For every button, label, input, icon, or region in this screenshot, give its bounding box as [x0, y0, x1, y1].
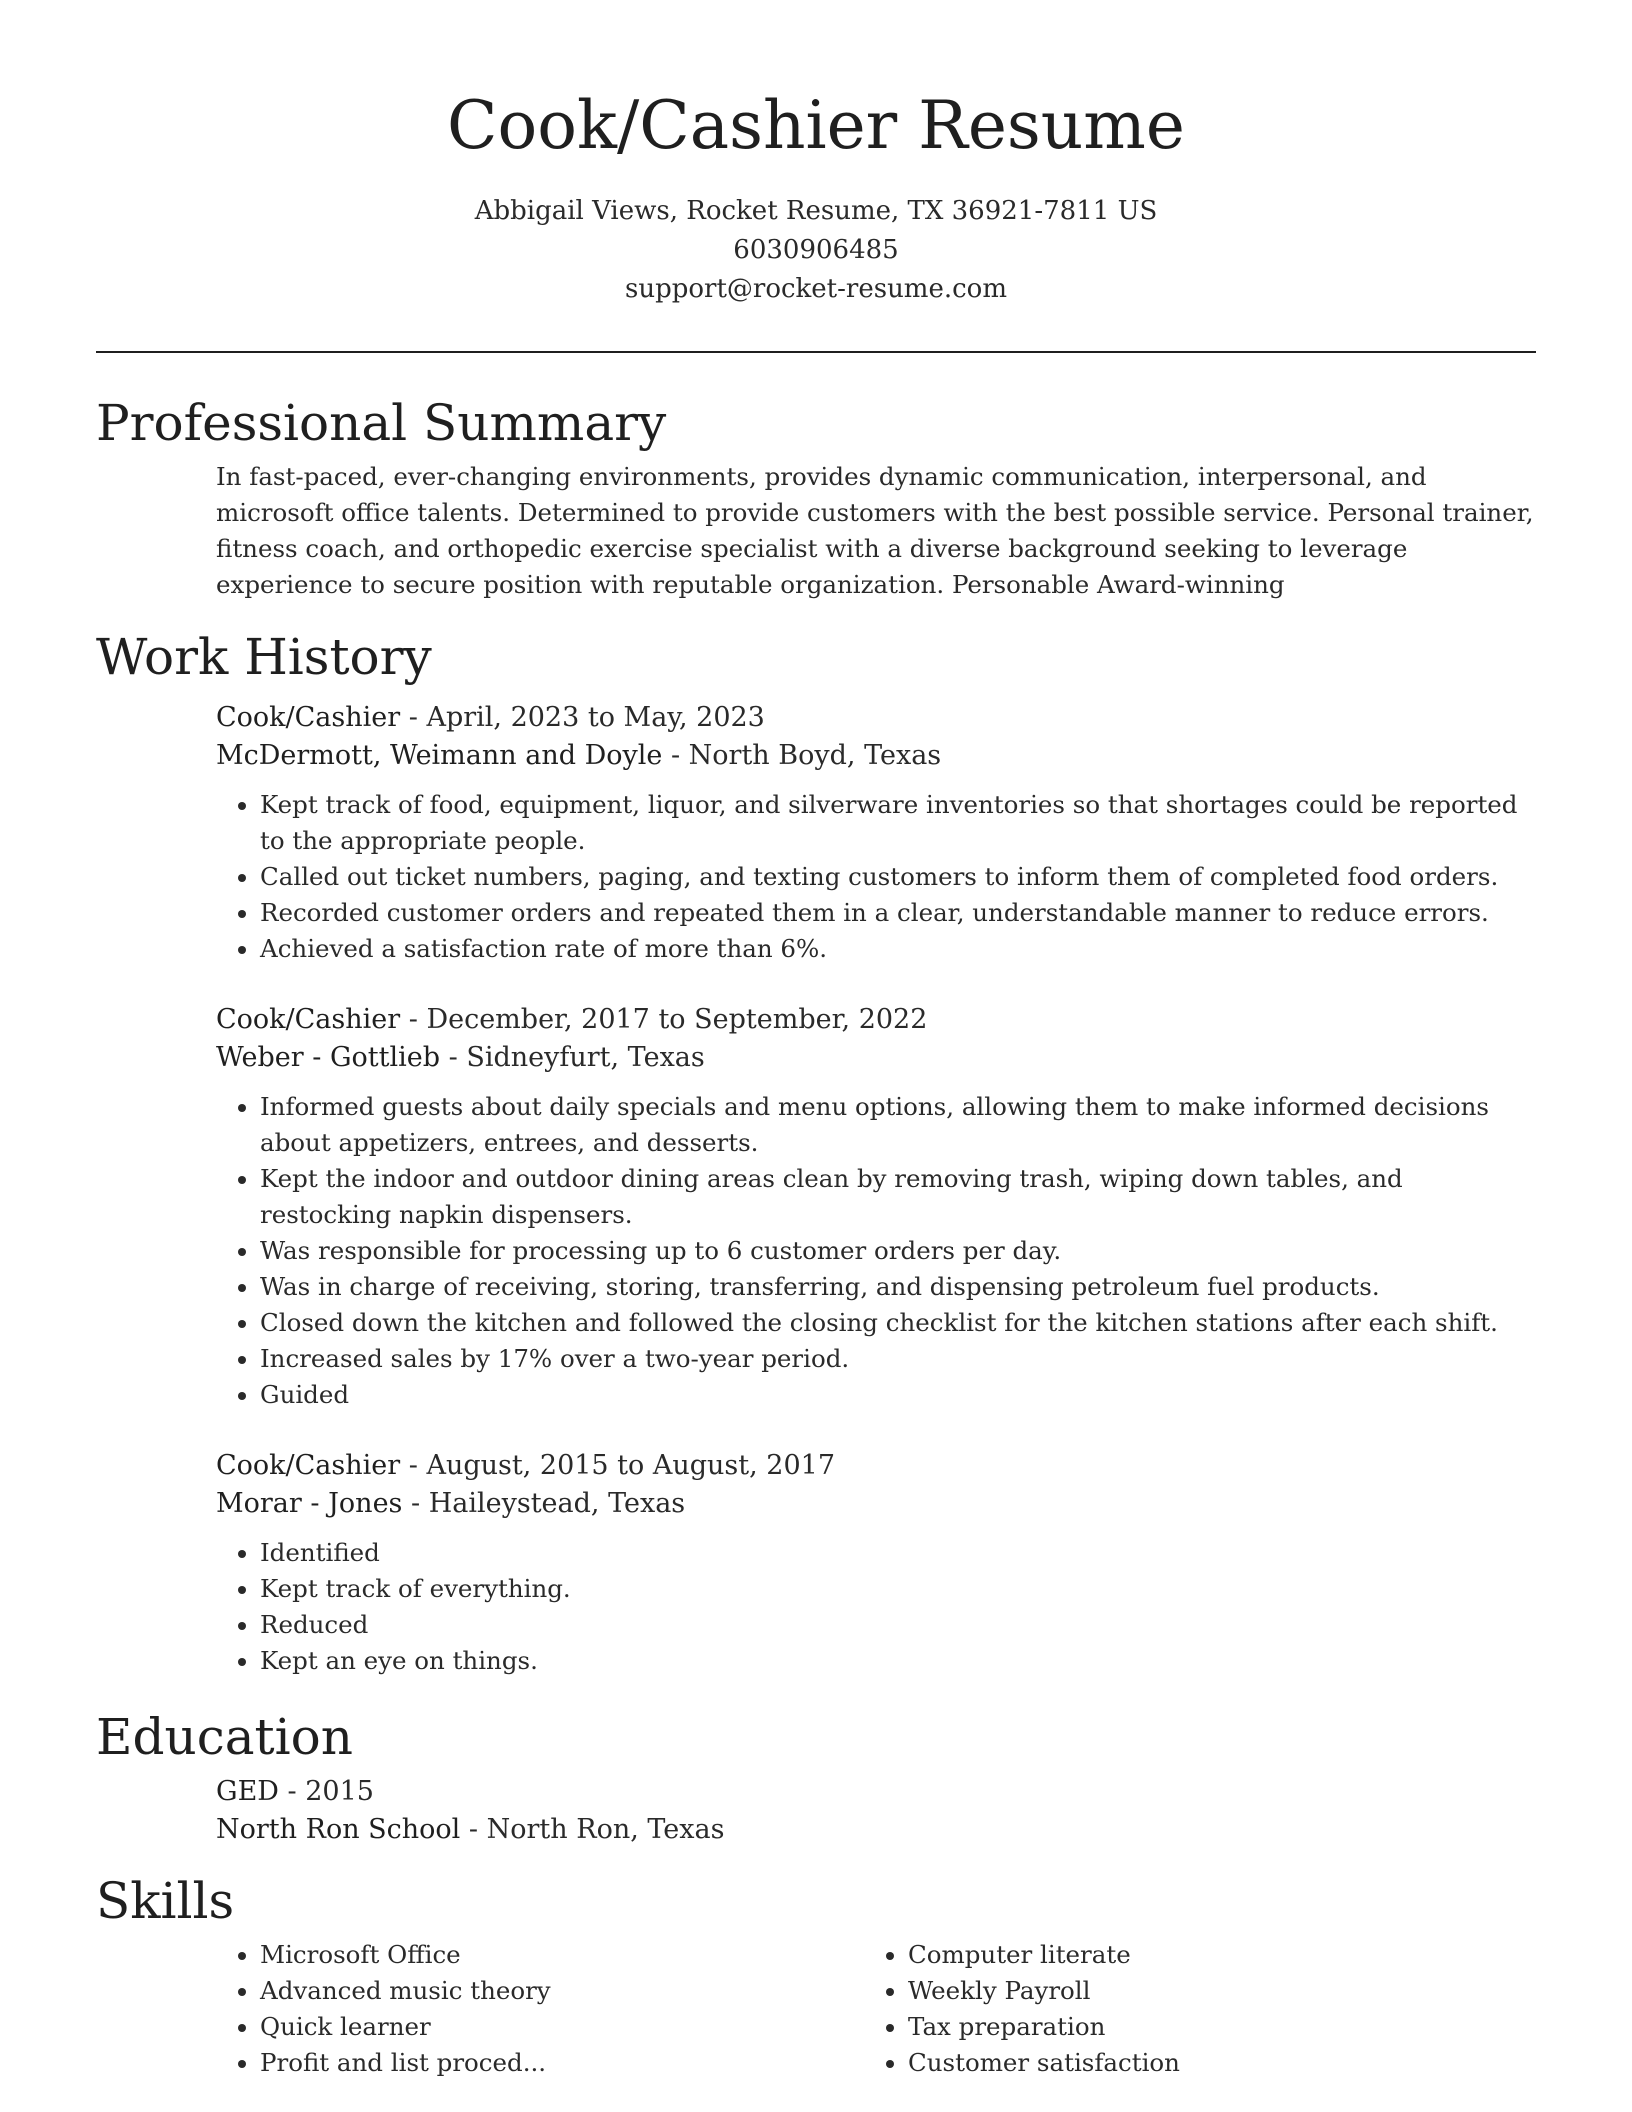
list-item: • Kept the indoor and outdoor dining areas clean by removing trash, wiping down tables, and restocking napkin dispensers.	[260, 1161, 1536, 1233]
list-item: • Customer satisfaction	[908, 2045, 1512, 2081]
list-item: • Computer literate	[908, 1937, 1512, 1973]
list-item: • Reduced	[260, 1607, 1536, 1643]
list-item: • Guided	[260, 1377, 1536, 1413]
job-title: Cook/Cashier	[216, 1450, 401, 1481]
job-company-line	[216, 1039, 1536, 1077]
education-section	[96, 1707, 1536, 1849]
skills-heading: Skills	[96, 1872, 235, 1930]
job-company: Weber - Gottlieb	[216, 1042, 441, 1073]
list-item: • Recorded customer orders and repeated them in a clear, understandable manner to reduce errors.	[260, 895, 1536, 931]
phone-text: 6030906485	[733, 235, 899, 265]
job-company-line	[216, 737, 1536, 775]
separator: -	[440, 1042, 467, 1073]
resume-header	[0, 0, 1632, 309]
school-location: North Ron, Texas	[486, 1814, 725, 1845]
list-item: • Profit and list proced...	[260, 2045, 864, 2081]
list-item: • Achieved a satisfaction rate of more than 6%.	[260, 931, 1536, 967]
job-dates: December, 2017 to September, 2022	[426, 1004, 928, 1035]
summary-body	[216, 459, 1536, 603]
summary-section	[96, 393, 1536, 603]
list-item: • Kept track of food, equipment, liquor, and silverware inventories so that shortages could be reported to the appropriate people.	[260, 787, 1536, 859]
job-duties-list	[216, 1535, 1536, 1679]
education-body	[216, 1773, 1536, 1849]
page-title: Cook/Cashier Resume	[447, 87, 1185, 164]
graduation-year: 2015	[305, 1776, 374, 1807]
job-company-line	[216, 1485, 1536, 1523]
separator: -	[400, 702, 427, 733]
list-item: • Closed down the kitchen and followed the closing checklist for the kitchen stations after each shift.	[260, 1305, 1536, 1341]
separator: -	[278, 1776, 306, 1807]
header-divider	[96, 351, 1536, 353]
job-dates: August, 2015 to August, 2017	[426, 1450, 836, 1481]
skills-columns	[216, 1931, 1512, 2081]
separator: -	[402, 1488, 429, 1519]
job-duties-list	[216, 787, 1536, 967]
education-heading: Education	[96, 1708, 353, 1766]
list-item: • Kept track of everything.	[260, 1571, 1536, 1607]
job-title-line	[216, 1447, 1536, 1485]
list-item: • Increased sales by 17% over a two-year period.	[260, 1341, 1536, 1377]
job-company: Morar - Jones	[216, 1488, 403, 1519]
list-item: • Tax preparation	[908, 2009, 1512, 2045]
job-entry	[216, 1001, 1536, 1413]
list-item: • Microsoft Office	[260, 1937, 864, 1973]
list-item: • Identified	[260, 1535, 1536, 1571]
skills-section	[96, 1871, 1536, 2081]
contact-info	[0, 192, 1632, 309]
separator: -	[460, 1814, 487, 1845]
job-title: Cook/Cashier	[216, 702, 401, 733]
degree: GED	[216, 1776, 279, 1807]
separator: -	[400, 1004, 427, 1035]
school-line	[216, 1811, 1536, 1849]
summary-heading: Professional Summary	[96, 394, 667, 452]
job-location: Haileystead, Texas	[428, 1488, 686, 1519]
job-title-line	[216, 699, 1536, 737]
list-item: • Was in charge of receiving, storing, transferring, and dispensing petroleum fuel products.	[260, 1269, 1536, 1305]
job-entry	[216, 1447, 1536, 1679]
skills-body	[216, 1931, 1536, 2081]
address-text: Abbigail Views, Rocket Resume, TX 36921-7811 US	[474, 196, 1158, 226]
job-title: Cook/Cashier	[216, 1004, 401, 1035]
separator: -	[400, 1450, 427, 1481]
list-item: • Advanced music theory	[260, 1973, 864, 2009]
work-history-heading: Work History	[96, 628, 432, 686]
list-item: • Called out ticket numbers, paging, and texting customers to inform them of completed food orders.	[260, 859, 1536, 895]
list-item: • Informed guests about daily specials and menu options, allowing them to make informed decisions about appetizers, entrees, and desserts.	[260, 1089, 1536, 1161]
email-text: support@rocket-resume.com	[624, 274, 1007, 304]
list-item: • Weekly Payroll	[908, 1973, 1512, 2009]
job-location: Sidneyfurt, Texas	[466, 1042, 705, 1073]
job-company: McDermott, Weimann and Doyle	[216, 740, 663, 771]
job-dates: April, 2023 to May, 2023	[426, 702, 765, 733]
work-history-body	[216, 699, 1536, 1679]
job-duties-list	[216, 1089, 1536, 1413]
summary-text: In fast-paced, ever-changing environments, provides dynamic communication, interpersonal, and microsoft office talents. Determined to provide customers with the best possible service. Personal trainer, fitness coach, and orthopedic exercise specialist with a diverse background seeking to leverage experience to secure position with reputable organization. Personable Award-winning	[216, 462, 1534, 599]
separator: -	[662, 740, 689, 771]
list-item: • Was responsible for processing up to 6 customer orders per day.	[260, 1233, 1536, 1269]
degree-line	[216, 1773, 1536, 1811]
school-name: North Ron School	[216, 1814, 461, 1845]
work-history-section	[96, 627, 1536, 1679]
job-title-line	[216, 1001, 1536, 1039]
list-item: • Quick learner	[260, 2009, 864, 2045]
skills-list-left	[216, 1937, 864, 2081]
job-location: North Boyd, Texas	[688, 740, 942, 771]
skills-list-right	[864, 1937, 1512, 2081]
list-item: • Kept an eye on things.	[260, 1643, 1536, 1679]
job-entry	[216, 699, 1536, 967]
